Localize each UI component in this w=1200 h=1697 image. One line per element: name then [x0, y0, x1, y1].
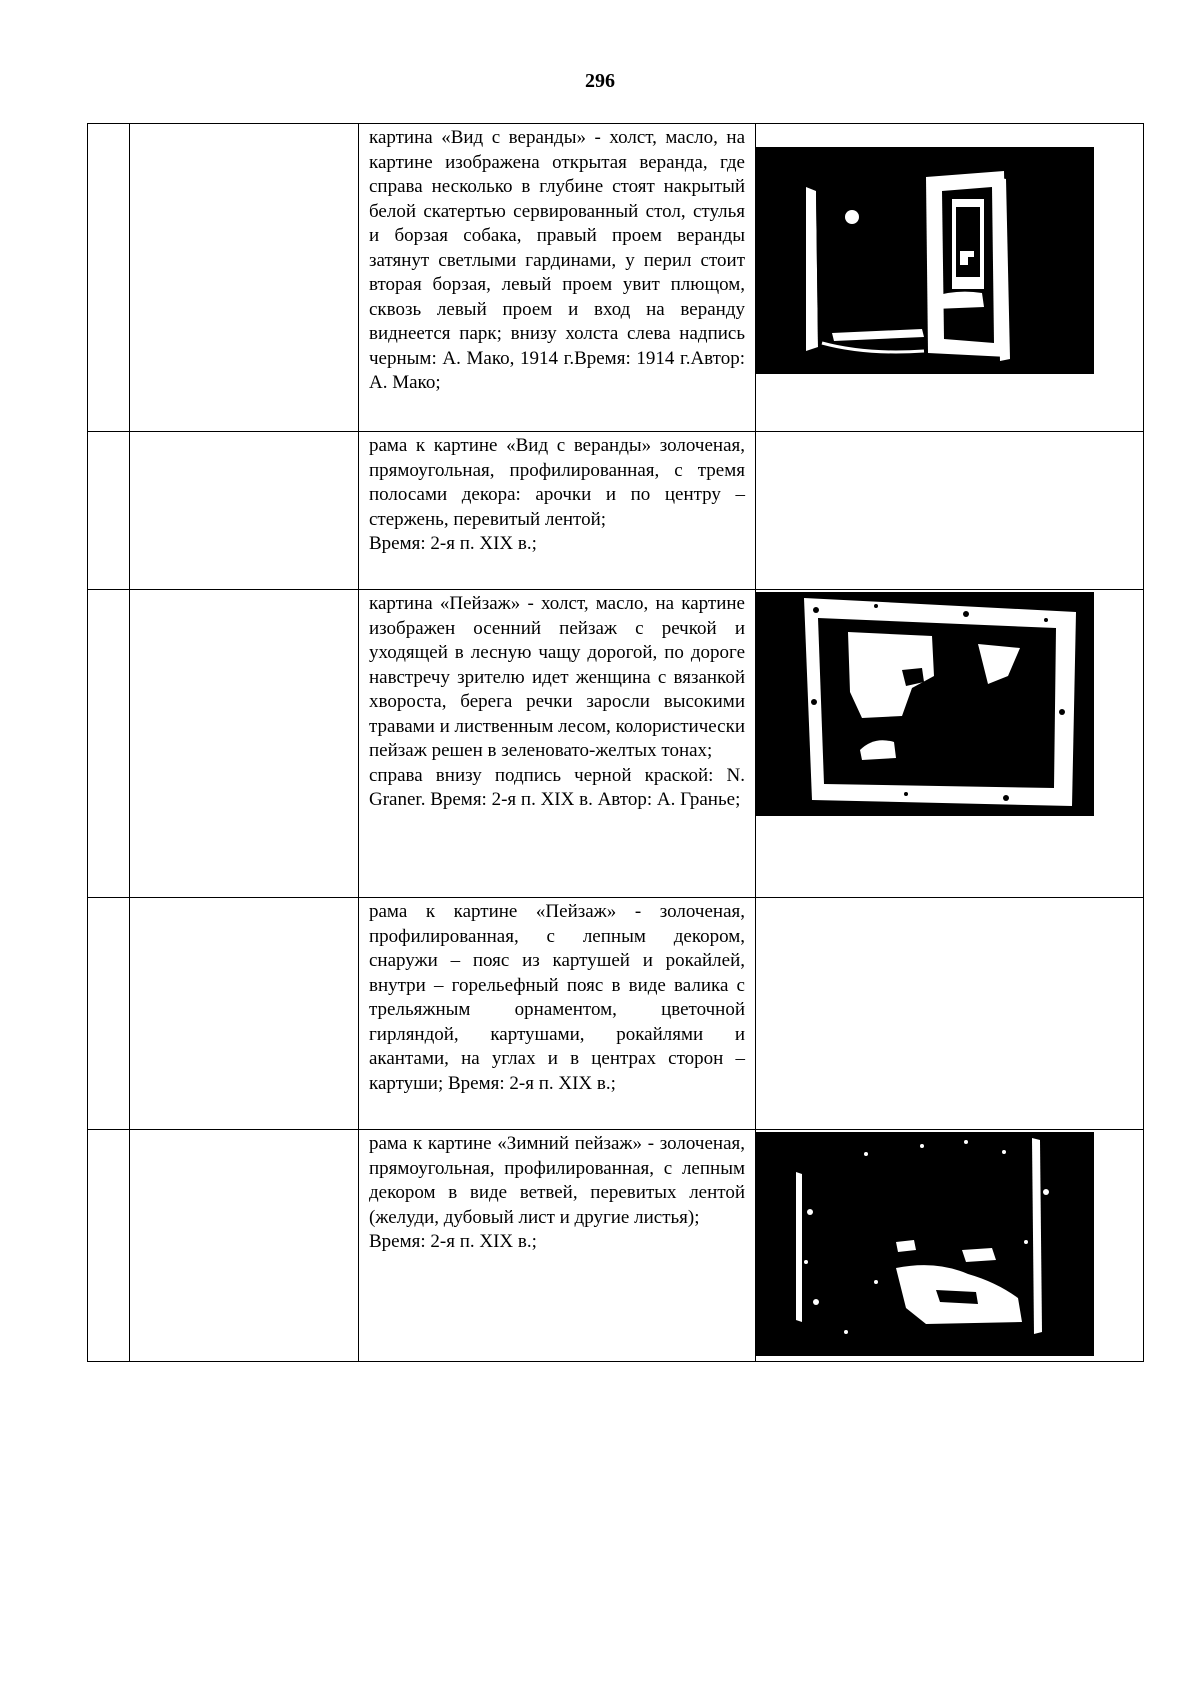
- inventory-cell: [130, 124, 359, 432]
- photo-cell: [756, 124, 1144, 432]
- item-description: рама к картине «Зимний пейзаж» - золоченая, прямоугольная, профилированная, с лепным декором в виде ветвей, перевитых лентой (желуди, дубовый лист и другие листья);: [369, 1133, 745, 1228]
- row-number-cell: [88, 898, 130, 1130]
- row-number-cell: [88, 432, 130, 590]
- item-signature-date-author: справа внизу подпись черной краской: N. Graner. Время: 2-я п. XIX в. Автор: А. Гранье;: [369, 764, 745, 810]
- photo-cell: [756, 1130, 1144, 1362]
- catalog-table: [87, 123, 1144, 1362]
- row-number-cell: [88, 124, 130, 432]
- photo-cell: [756, 898, 1144, 1130]
- item-description: картина «Пейзаж» - холст, масло, на картине изображен осенний пейзаж с речкой и уходящей в лесную чащу дорогой, по дороге навстречу зрителю идет женщина с вязанкой хвороста, берега речки заросли высокими травами и лиственным лесом, колористически пейзаж решен в зеленовато-желтых тонах;: [369, 593, 745, 761]
- table-row: [88, 432, 1144, 590]
- photo-winter-landscape-frame: [756, 1132, 1094, 1356]
- inventory-cell: [130, 432, 359, 590]
- item-description: рама к картине «Пейзаж» - золоченая, профилированная, с лепным декором, снаружи – пояс из картушей и рокайлей, внутри – горельефный пояс в виде валика с трельяжным орнаментом, цветочной гирляндой, картушами, рокайлями и акантами, на углах и в центрах сторон – картуши; Время: 2-я п. XIX в.;: [369, 901, 745, 1094]
- item-description: рама к картине «Вид с веранды» золоченая, прямоугольная, профилированная, с тремя полосами декора: арочки и по центру – стержень, перевитый лентой;: [369, 435, 745, 530]
- description-cell: [359, 1130, 756, 1362]
- photo-cell: [756, 432, 1144, 590]
- photo-veranda-view: [756, 147, 1094, 374]
- photo-landscape: [756, 592, 1094, 816]
- page-number: 296: [585, 70, 615, 92]
- row-number-cell: [88, 590, 130, 898]
- item-date: Время: 2-я п. XIX в.;: [369, 533, 537, 554]
- table-row: [88, 590, 1144, 898]
- table-row: [88, 898, 1144, 1130]
- description-cell: [359, 590, 756, 898]
- row-number-cell: [88, 1130, 130, 1362]
- description-cell: [359, 898, 756, 1130]
- inventory-cell: [130, 898, 359, 1130]
- inventory-cell: [130, 590, 359, 898]
- table-row: [88, 1130, 1144, 1362]
- photo-cell: [756, 590, 1144, 898]
- item-date: Время: 2-я п. XIX в.;: [369, 1231, 537, 1252]
- inventory-cell: [130, 1130, 359, 1362]
- description-cell: [359, 432, 756, 590]
- table-row: [88, 124, 1144, 432]
- description-cell: [359, 124, 756, 432]
- item-description: картина «Вид с веранды» - холст, масло, на картине изображена открытая веранда, где справа несколько в глубине стоят накрытый белой скатертью сервированный стол, стулья и борзая собака, правый проем веранды затянут светлыми гардинами, у перил стоит вторая борзая, левый проем увит плющом, сквозь левый проем и вход на веранду виднеется парк; внизу холста слева надпись черным: А. Мако, 1914 г.Время: 1914 г.Автор: А. Мако;: [369, 127, 745, 393]
